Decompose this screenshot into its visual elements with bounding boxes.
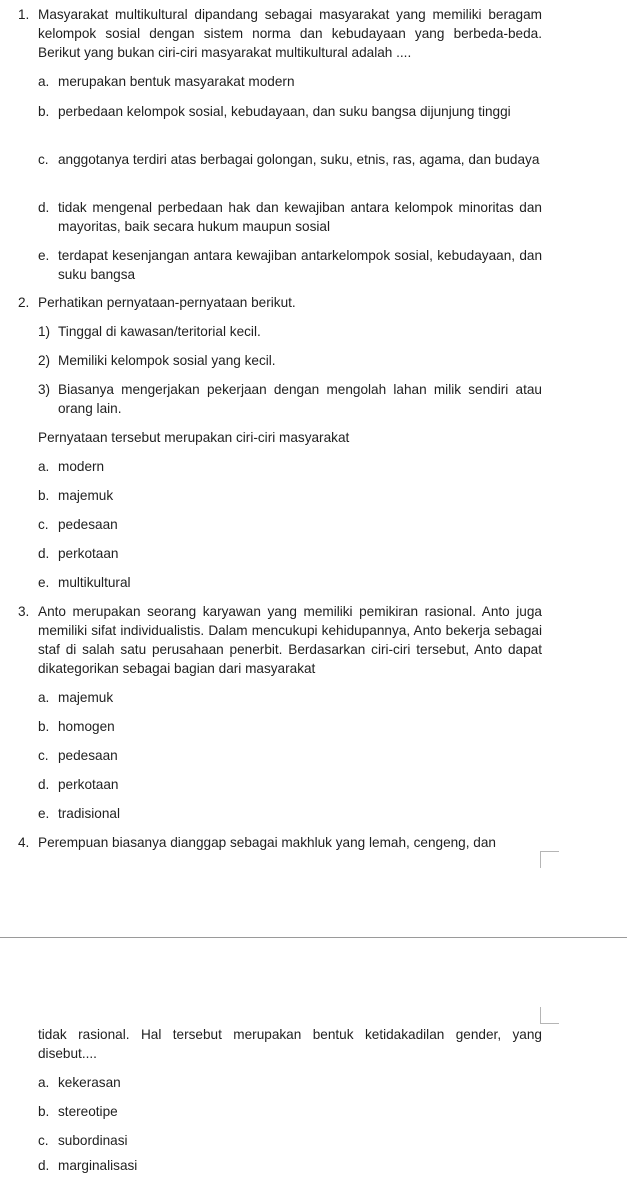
option-3d[interactable]	[38, 775, 542, 794]
statement-label: 3)	[38, 382, 51, 397]
option-2a[interactable]	[38, 457, 542, 476]
option-2e[interactable]	[38, 573, 542, 592]
option-text: pedesaan	[58, 517, 118, 532]
option-2c[interactable]	[38, 515, 542, 534]
option-label: c.	[38, 1133, 49, 1148]
question-text: Perhatikan pernyataan-pernyataan berikut.	[38, 295, 296, 310]
option-label: c.	[38, 517, 49, 532]
option-text: kekerasan	[58, 1075, 121, 1090]
question-1	[18, 5, 542, 62]
option-label: d.	[38, 546, 50, 561]
question-number: 1.	[18, 7, 30, 22]
option-text: perkotaan	[58, 777, 119, 792]
option-text: terdapat kesenjangan antara kewajiban antarkelompok sosial, kebudayaan, dan suku bangsa	[58, 248, 542, 282]
page-break-divider	[0, 937, 627, 938]
option-text: perbedaan kelompok sosial, kebudayaan, dan suku bangsa dijunjung tinggi	[58, 104, 511, 119]
statement-label: 1)	[38, 324, 51, 339]
statement-label: 2)	[38, 353, 51, 368]
statement-2	[38, 351, 542, 370]
statement-text: Biasanya mengerjakan pekerjaan dengan mengolah lahan milik sendiri atau orang lain.	[58, 382, 542, 416]
option-3b[interactable]	[38, 717, 542, 736]
option-label: a.	[38, 74, 50, 89]
crop-mark-bottom	[540, 1007, 559, 1024]
question-text: Anto merupakan seorang karyawan yang memiliki pemikiran rasional. Anto juga memiliki sifat individualistis. Dalam mencukupi kehidupannya, Anto bekerja sebagai staf di salah satu perusahaan penerbit. Berdasarkan ciri-ciri tersebut, Anto dapat dikategorikan sebagai bagian dari masyarakat	[38, 604, 542, 676]
option-text: modern	[58, 459, 105, 474]
option-1b[interactable]	[38, 102, 542, 121]
question-text: Masyarakat multikultural dipandang sebagai masyarakat yang memiliki beragam kelompok sosial dengan sistem norma dan kebudayaan yang berbeda-beda. Berikut yang bukan ciri-ciri masyarakat multikultural adalah ....	[38, 7, 542, 60]
option-1e[interactable]	[38, 246, 542, 284]
question-3	[18, 602, 542, 678]
option-text: pedesaan	[58, 748, 118, 763]
option-label: e.	[38, 575, 50, 590]
option-label: c.	[38, 748, 49, 763]
option-label: c.	[38, 152, 49, 167]
question-number: 4.	[18, 835, 30, 850]
question-number: 3.	[18, 604, 30, 619]
option-3e[interactable]	[38, 804, 542, 823]
option-text: homogen	[58, 719, 115, 734]
option-3c[interactable]	[38, 746, 542, 765]
statement-1	[38, 322, 542, 341]
statement-3	[38, 380, 542, 418]
option-text: anggotanya terdiri atas berbagai golongan, suku, etnis, ras, agama, dan budaya	[58, 152, 540, 167]
option-text: subordinasi	[58, 1133, 128, 1148]
option-label: e.	[38, 248, 50, 263]
option-text: marginalisasi	[58, 1158, 138, 1173]
option-label: b.	[38, 1104, 50, 1119]
option-text: majemuk	[58, 690, 114, 705]
question-2-prompt: Pernyataan tersebut merupakan ciri-ciri masyarakat	[38, 430, 350, 445]
option-label: a.	[38, 1075, 50, 1090]
question-text-part1: Perempuan biasanya dianggap sebagai makhluk yang lemah, cengeng, dan	[38, 835, 496, 850]
option-4a[interactable]	[38, 1073, 542, 1092]
option-1a[interactable]	[38, 72, 542, 91]
crop-mark-top	[540, 851, 559, 868]
option-text: multikultural	[58, 575, 131, 590]
question-text-part2: tidak rasional. Hal tersebut merupakan bentuk ketidakadilan gender, yang disebut....	[38, 1027, 542, 1061]
option-label: a.	[38, 690, 50, 705]
option-2d[interactable]	[38, 544, 542, 563]
option-1c[interactable]	[38, 150, 542, 169]
option-text: majemuk	[58, 488, 114, 503]
option-label: b.	[38, 104, 50, 119]
option-4c[interactable]	[38, 1131, 542, 1150]
option-1d[interactable]	[38, 198, 542, 236]
question-number: 2.	[18, 295, 30, 310]
statement-text: Tinggal di kawasan/teritorial kecil.	[58, 324, 261, 339]
option-text: stereotipe	[58, 1104, 118, 1119]
option-label: b.	[38, 719, 50, 734]
option-label: d.	[38, 777, 50, 792]
question-2	[18, 293, 542, 312]
option-text: perkotaan	[58, 546, 119, 561]
option-text: tradisional	[58, 806, 120, 821]
question-4	[18, 833, 542, 852]
option-text: merupakan bentuk masyarakat modern	[58, 74, 295, 89]
option-label: a.	[38, 459, 50, 474]
option-label: e.	[38, 806, 50, 821]
option-2b[interactable]	[38, 486, 542, 505]
option-4b[interactable]	[38, 1102, 542, 1121]
statement-text: Memiliki kelompok sosial yang kecil.	[58, 353, 276, 368]
option-text: tidak mengenal perbedaan hak dan kewajiban antara kelompok minoritas dan mayoritas, baik secara hukum maupun sosial	[58, 200, 542, 234]
option-label: b.	[38, 488, 50, 503]
option-3a[interactable]	[38, 688, 542, 707]
option-label: d.	[38, 200, 50, 215]
option-label: d.	[38, 1158, 50, 1173]
option-4d[interactable]	[38, 1156, 542, 1175]
